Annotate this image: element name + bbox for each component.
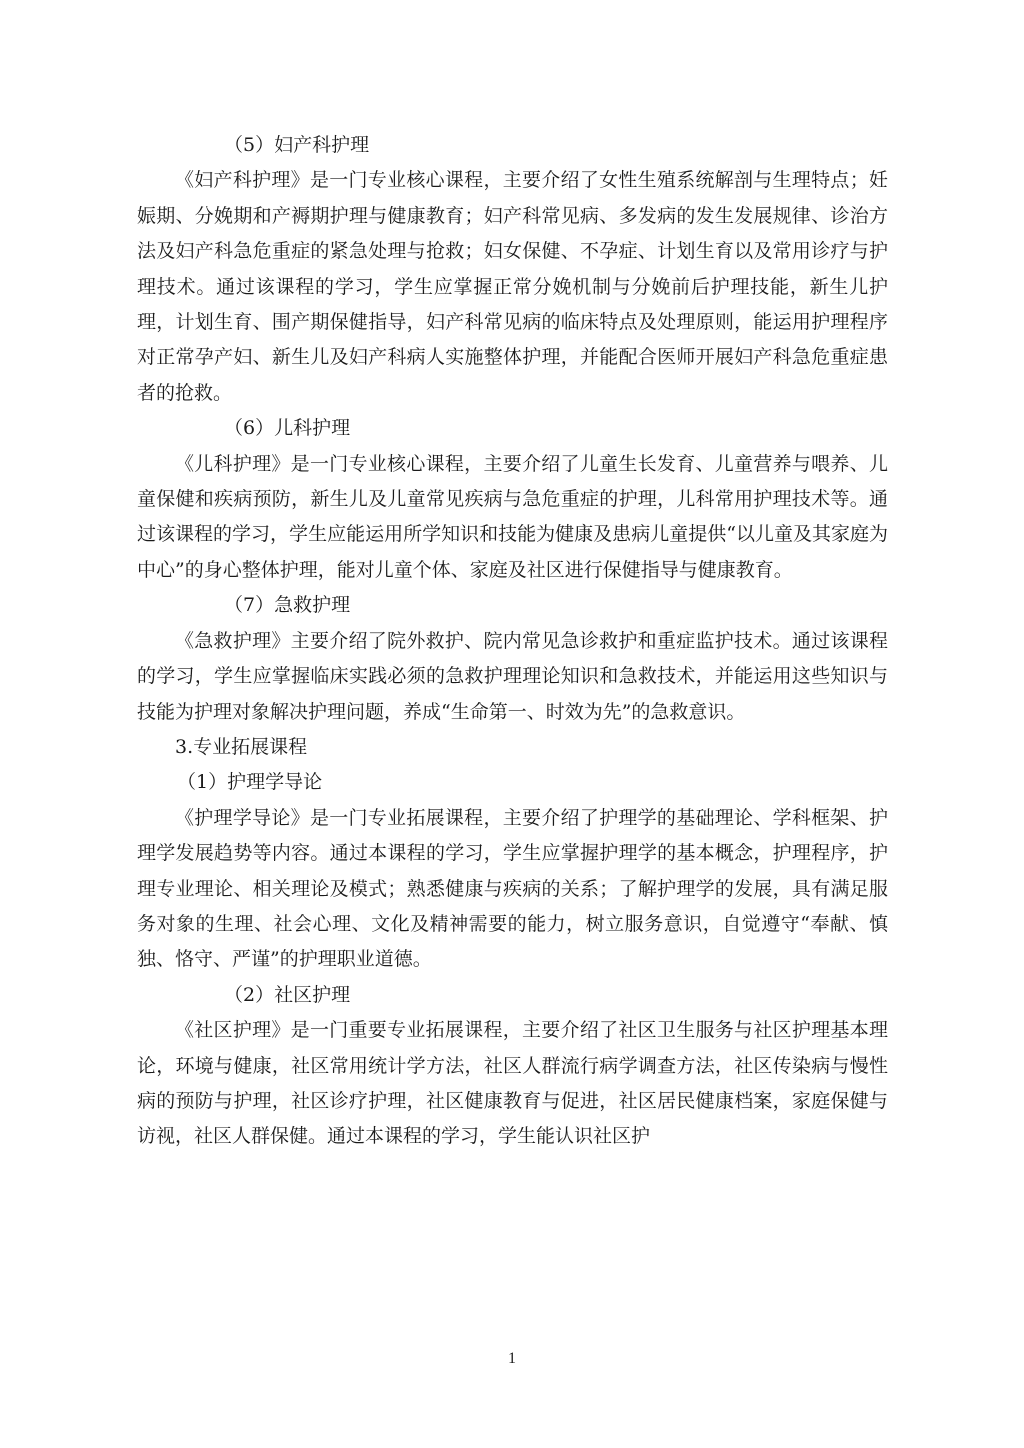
major-heading: 3.专业拓展课程	[175, 735, 308, 758]
page-number: 1	[508, 1350, 516, 1367]
section-heading: （2）社区护理	[224, 983, 351, 1006]
section-heading: （5）妇产科护理	[224, 134, 370, 156]
section-paragraph: 《社区护理》是一门重要专业拓展课程，主要介绍了社区卫生服务与社区护理基本理论，环境与健康，社区常用统计学方法，社区人群流行病学调查方法，社区传染病与慢性病的预防与护理，社区诊疗护理，社区健康教育与促进，社区居民健康档案，家庭保健与访视，社区人群保健。通过本课程的学习，学生能认识社区护	[137, 1019, 888, 1148]
section-paragraph: 《妇产科护理》是一门专业核心课程，主要介绍了女性生殖系统解剖与生理特点；妊娠期、分娩期和产褥期护理与健康教育；妇产科常见病、多发病的发生发展规律、诊治方法及妇产科急危重症的紧急处理与抢救；妇女保健、不孕症、计划生育以及常用诊疗与护理技术。通过该课程的学习，学生应掌握正常分娩机制与分娩前后护理技能，新生儿护理，计划生育、围产期保健指导，妇产科常见病的临床特点及处理原则，能运用护理程序对正常孕产妇、新生儿及妇产科病人实施整体护理，并能配合医师开展妇产科急危重症患者的抢救。	[137, 169, 888, 404]
section-emergency-nursing	[137, 588, 888, 730]
section-heading: （6）儿科护理	[224, 417, 351, 440]
section-pediatric-nursing	[137, 411, 888, 588]
section-obstetric-nursing	[137, 128, 888, 411]
section-heading: （7）急救护理	[224, 594, 351, 617]
section-paragraph: 《儿科护理》是一门专业核心课程，主要介绍了儿童生长发育、儿童营养与喂养、儿童保健和疾病预防，新生儿及儿童常见疾病与急危重症的护理，儿科常用护理技术等。通过该课程的学习，学生应能运用所学知识和技能为健康及患病儿童提供“以儿童及其家庭为中心”的身心整体护理，能对儿童个体、家庭及社区进行保健指导与健康教育。	[137, 452, 888, 581]
section-community-nursing	[137, 978, 888, 1155]
section-nursing-introduction	[137, 765, 888, 977]
section-paragraph: 《护理学导论》是一门专业拓展课程，主要介绍了护理学的基础理论、学科框架、护理学发展趋势等内容。通过本课程的学习，学生应掌握护理学的基本概念，护理程序，护理专业理论、相关理论及模式；熟悉健康与疾病的关系；了解护理学的发展，具有满足服务对象的生理、社会心理、文化及精神需要的能力，树立服务意识，自觉遵守“奉献、慎独、恪守、严谨”的护理职业道德。	[137, 806, 888, 971]
page-content	[137, 128, 888, 1155]
section-paragraph: 《急救护理》主要介绍了院外救护、院内常见急诊救护和重症监护技术。通过该课程的学习，学生应掌握临床实践必须的急救护理理论知识和急救技术，并能运用这些知识与技能为护理对象解决护理问题，养成“生命第一、时效为先”的急救意识。	[137, 629, 888, 723]
section-heading: （1）护理学导论	[177, 771, 323, 794]
